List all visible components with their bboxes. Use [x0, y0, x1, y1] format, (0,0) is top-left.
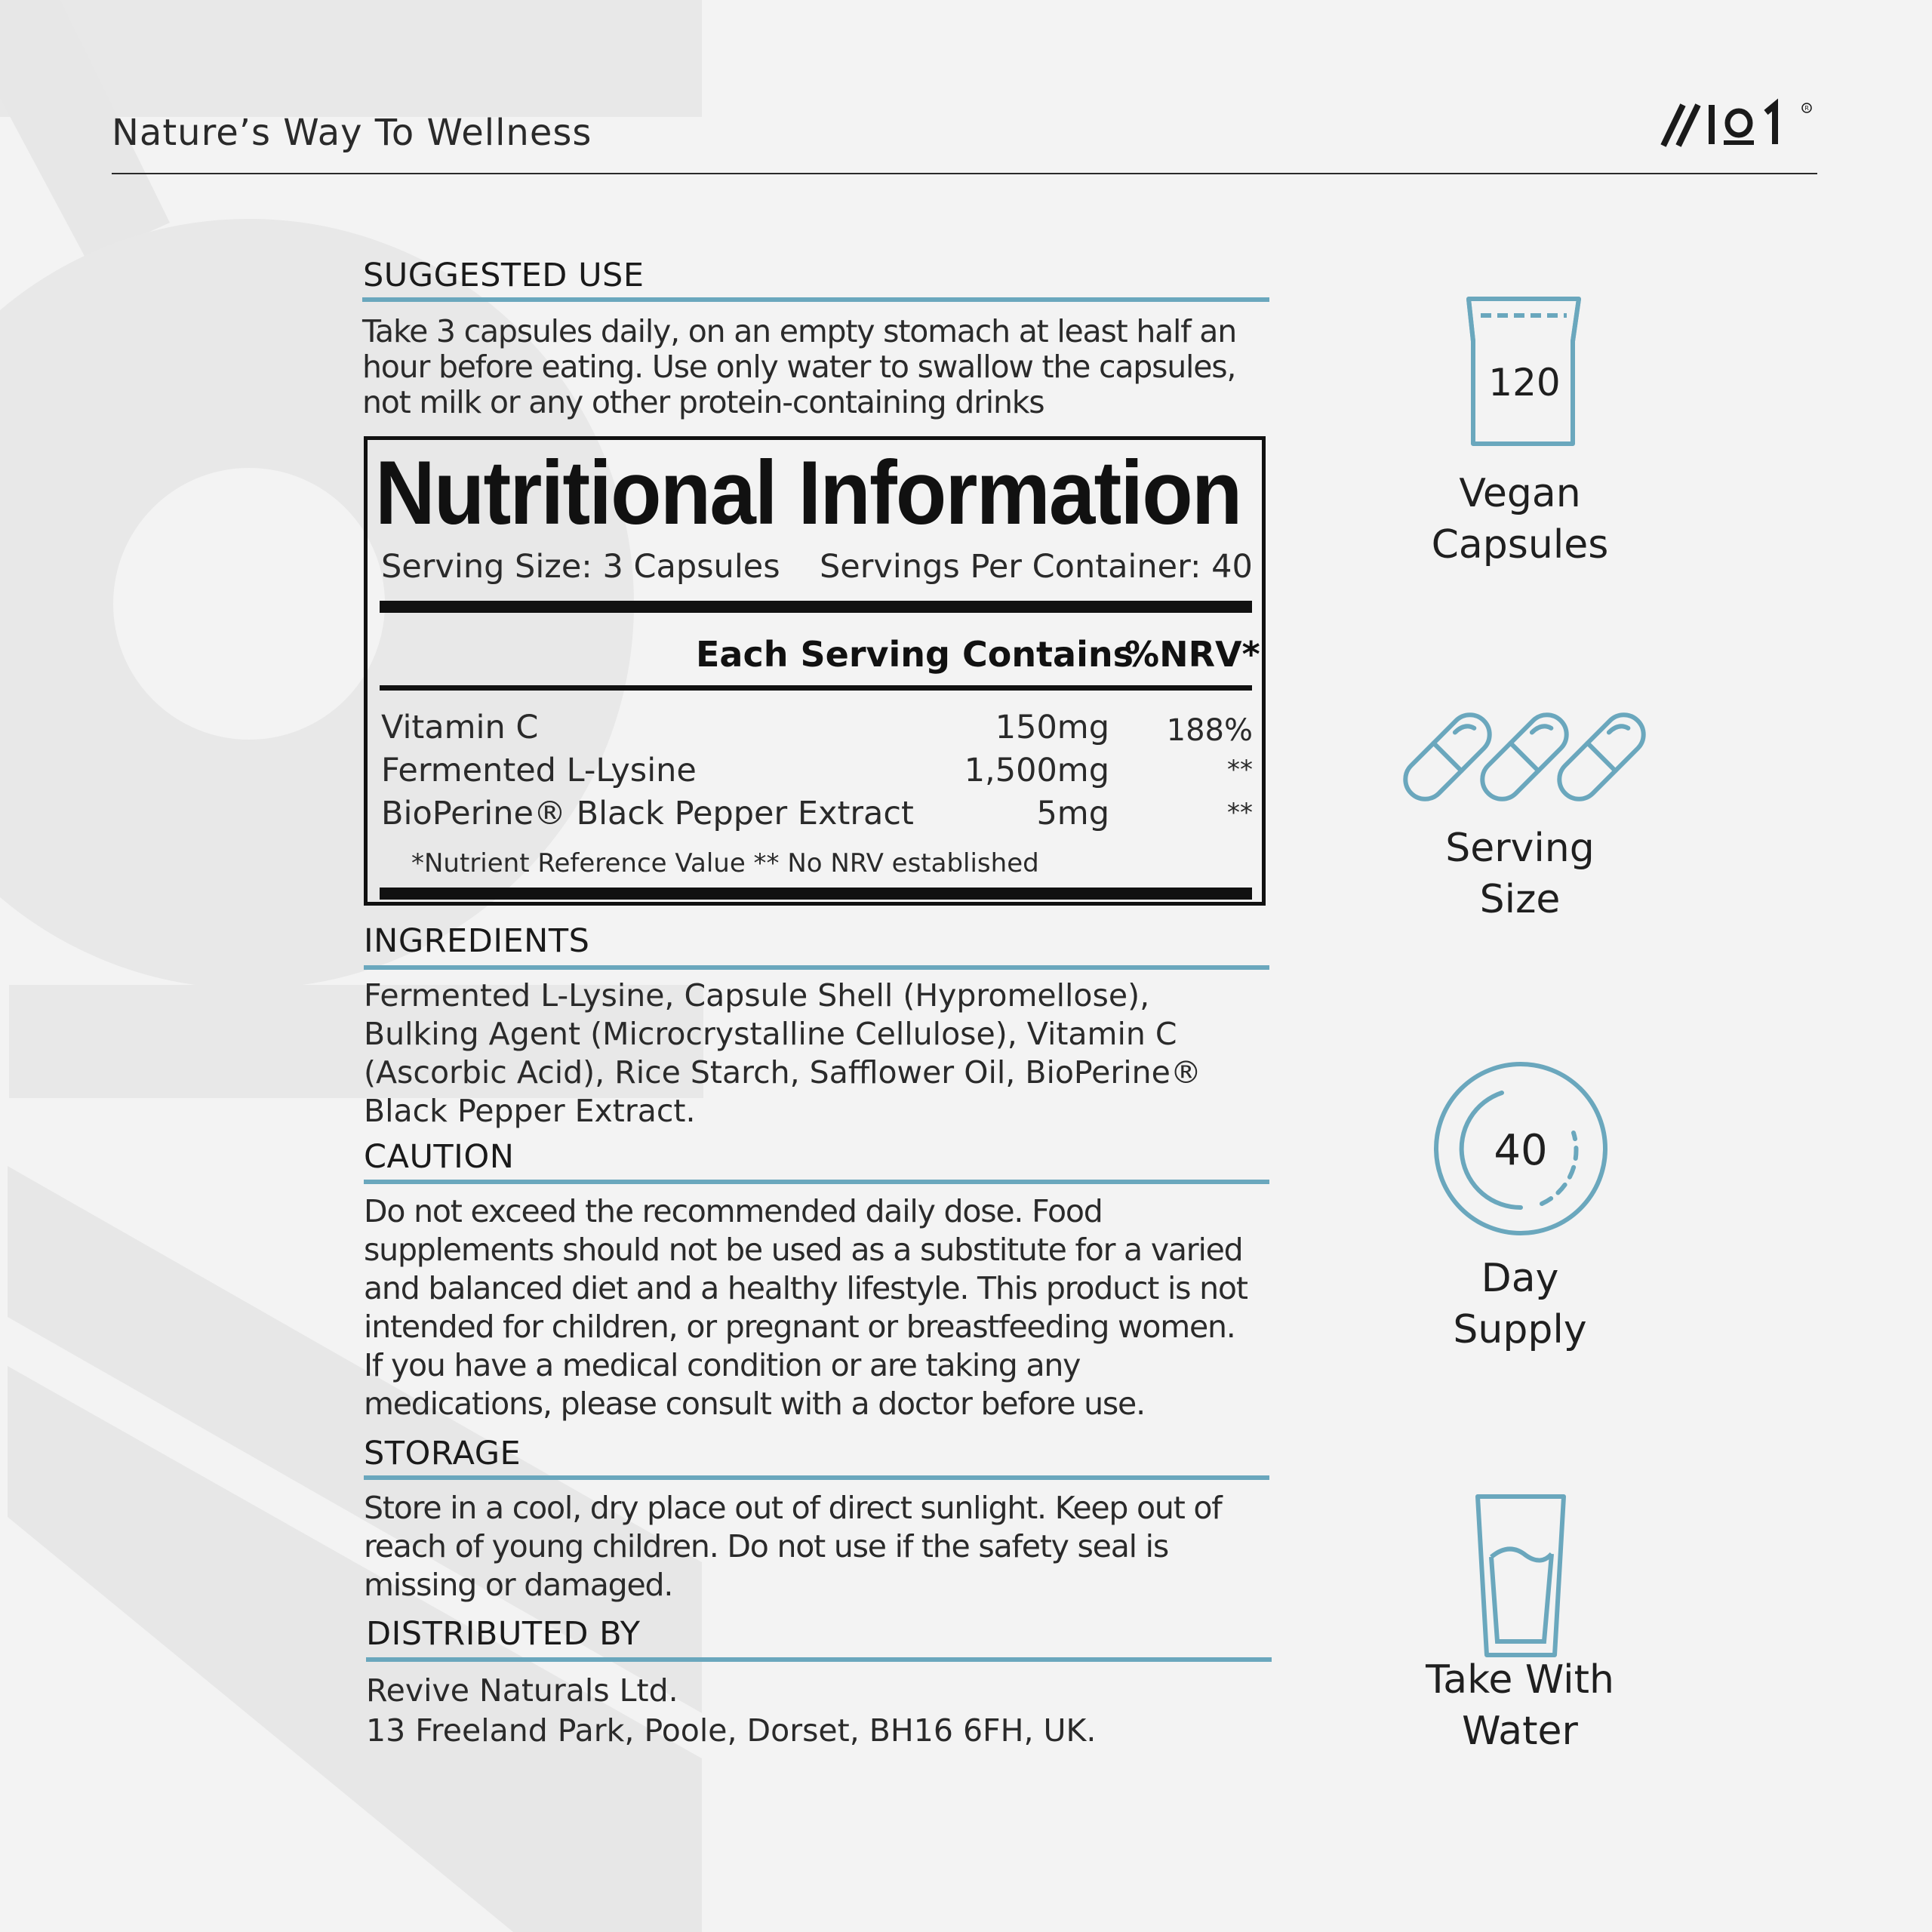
ingredients-text: Fermented L-Lysine, Capsule Shell (Hypromellose), Bulking Agent (Microcrystalline Cellulose), Vitamin C (Ascorbic Acid), Rice Starch, Safflower Oil, BioPerine® Black Pepper Extract.	[364, 977, 1201, 1129]
bottom-thick-divider	[380, 888, 1252, 900]
thick-divider	[380, 601, 1252, 613]
storage-heading: STORAGE	[364, 1435, 521, 1472]
day-count: 40	[1494, 1126, 1548, 1175]
nutrient-nrv: 188%	[1166, 713, 1253, 748]
tagline: Nature’s Way To Wellness	[112, 112, 592, 154]
brand-logo	[1660, 94, 1819, 155]
nutrient-amount: 1,500mg	[964, 752, 1109, 789]
water-glass-icon	[1472, 1491, 1570, 1660]
header-divider-bar	[380, 685, 1252, 691]
each-serving-header: Each Serving Contains	[696, 634, 1134, 675]
nutrient-name: BioPerine® Black Pepper Extract	[381, 795, 914, 832]
caution-rule	[364, 1180, 1269, 1184]
nrv-header: %NRV*	[1124, 634, 1260, 675]
nrv-footnote: *Nutrient Reference Value ** No NRV established	[411, 848, 1039, 878]
nutrient-nrv: **	[1227, 798, 1253, 828]
capsule-count: 120	[1488, 361, 1561, 405]
distributed-by-heading: DISTRIBUTED BY	[366, 1615, 641, 1653]
ingredients-rule	[364, 965, 1269, 970]
caution-text: Do not exceed the recommended daily dose. Food supplements should not be used as a substitute for a varied and balanced diet and a healthy lifestyle. This product is not intended for children, or pregnant or breastfeeding women. If you have a medical condition or are taking any medications, please consult with a doctor before use.	[364, 1193, 1247, 1422]
nutrient-name: Fermented L-Lysine	[381, 752, 697, 789]
header-divider	[112, 173, 1817, 174]
nutrition-title: Nutritional Information	[375, 442, 1241, 543]
distributed-by-rule	[366, 1657, 1272, 1662]
suggested-use-rule	[362, 297, 1269, 302]
nutrient-name: Vitamin C	[381, 709, 539, 746]
storage-text: Store in a cool, dry place out of direct sunlight. Keep out of reach of young children. Do not use if the safety seal is missing or damaged.	[364, 1490, 1222, 1603]
caution-heading: CAUTION	[364, 1138, 515, 1176]
vegan-capsules-label: Vegan Capsules	[1431, 471, 1609, 568]
serving-size-label: Serving Size	[1445, 826, 1595, 922]
nutrient-nrv: **	[1227, 755, 1253, 785]
suggested-use-text: Take 3 capsules daily, on an empty stomach at least half an hour before eating. Use only water to swallow the capsules, not milk or any other protein-containing drinks	[362, 313, 1237, 420]
day-supply-label: Day Supply	[1453, 1256, 1587, 1352]
suggested-use-heading: SUGGESTED USE	[363, 257, 645, 294]
svg-text:R: R	[1804, 105, 1809, 112]
ingredients-heading: INGREDIENTS	[364, 922, 590, 960]
serving-size: Serving Size: 3 Capsules	[381, 548, 780, 586]
take-with-water-label: Take With Water	[1426, 1657, 1614, 1754]
distributor-address: Revive Naturals Ltd. 13 Freeland Park, Poole, Dorset, BH16 6FH, UK.	[366, 1672, 1097, 1749]
servings-per-container: Servings Per Container: 40	[820, 548, 1253, 586]
capsules-icon	[1402, 704, 1659, 810]
storage-rule	[364, 1475, 1269, 1480]
nutrient-amount: 5mg	[1036, 795, 1109, 832]
nutrient-amount: 150mg	[995, 709, 1109, 746]
